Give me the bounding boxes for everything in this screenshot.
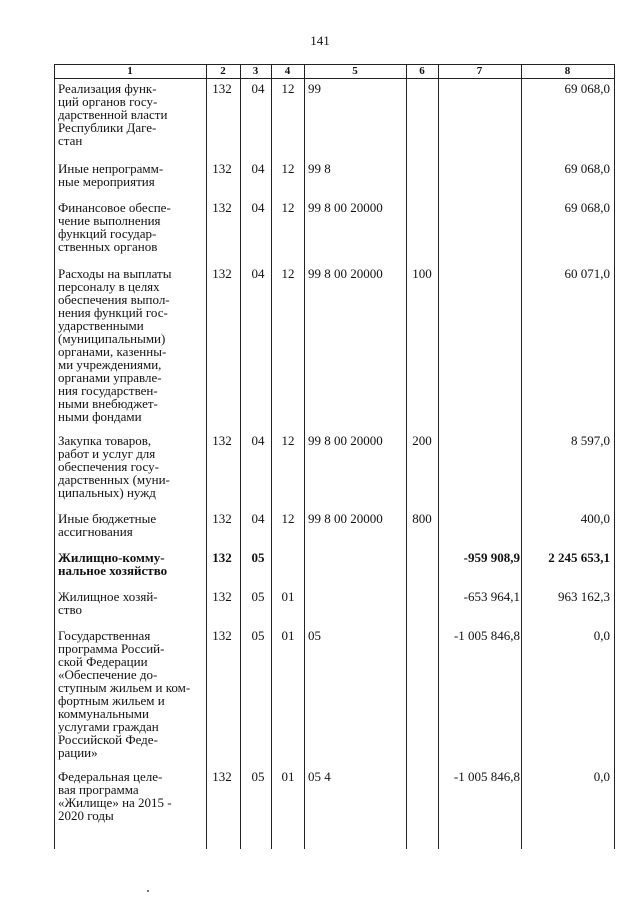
ministry-code: 132: [212, 628, 232, 643]
column-border: [54, 64, 55, 849]
column-border: [206, 64, 207, 849]
ministry-code: 132: [212, 433, 232, 448]
subsection-code: 12: [281, 511, 295, 526]
column-header: 6: [419, 65, 425, 77]
section-code: 04: [251, 81, 265, 96]
row-name: Иные бюджетные ассигнования: [58, 511, 157, 539]
row-name: Реализация функ- ций органов госу- дарственной власти Республики Даге- стан: [58, 81, 168, 148]
expense-type-code: 200: [412, 433, 432, 448]
column-header: 7: [476, 65, 483, 77]
total-amount: 60 071,0: [564, 266, 610, 281]
total-amount: 0,0: [593, 769, 610, 784]
row-name: Федеральная целе- вая программа «Жилище» на 2015 - 2020 годы: [58, 769, 172, 823]
change-amount: -1 005 846,8: [453, 769, 520, 784]
target-article-code: 99: [308, 81, 321, 96]
subsection-code: 12: [281, 200, 295, 215]
row-name: Жилищное хозяй- ство: [58, 589, 158, 617]
row-name: Государственная программа Россий- ской Федерации «Обеспечение до- ступным жильем и ком- фортным жильем и коммунальными услугами граждан Российской Феде- рации»: [58, 628, 191, 760]
section-code: 05: [251, 769, 265, 784]
ministry-code: 132: [212, 769, 232, 784]
column-header: 4: [284, 65, 291, 77]
column-header: 8: [564, 65, 571, 77]
expense-type-code: 800: [412, 511, 432, 526]
total-amount: 69 068,0: [564, 200, 610, 215]
row-name: Расходы на выплаты персоналу в целях обеспечения выпол- нения функций гос- ударственными (муниципальными) органами, казенны- ми учреждениями, органами управле- ния государствен- ными внебюджет- ными фондами: [58, 266, 172, 424]
ministry-code: 132: [212, 589, 232, 604]
scan-artifact: [147, 890, 149, 892]
ministry-code: 132: [212, 550, 232, 565]
row-name: Жилищно-комму- нальное хозяйство: [58, 550, 168, 578]
section-code: 04: [251, 266, 265, 281]
target-article-code: 99 8 00 20000: [308, 511, 383, 526]
column-border: [614, 64, 615, 849]
ministry-code: 132: [212, 161, 232, 176]
subsection-code: 01: [281, 769, 295, 784]
column-border: [271, 64, 272, 849]
subsection-code: 12: [281, 433, 295, 448]
total-amount: 2 245 653,1: [548, 550, 610, 565]
section-code: 04: [251, 511, 265, 526]
target-article-code: 99 8: [308, 161, 331, 176]
section-code: 04: [251, 433, 265, 448]
target-article-code: 99 8 00 20000: [308, 266, 383, 281]
column-border: [521, 64, 522, 849]
header-bottom-border: [54, 78, 615, 79]
total-amount: 400,0: [580, 511, 610, 526]
total-amount: 963 162,3: [558, 589, 610, 604]
column-header: 5: [352, 65, 358, 77]
section-code: 04: [251, 200, 265, 215]
ministry-code: 132: [212, 266, 232, 281]
subsection-code: 12: [281, 81, 295, 96]
total-amount: 8 597,0: [571, 433, 610, 448]
section-code: 05: [251, 628, 265, 643]
ministry-code: 132: [212, 511, 232, 526]
change-amount: -1 005 846,8: [453, 628, 520, 643]
page-number: 141: [310, 33, 330, 48]
column-header: 2: [220, 65, 226, 77]
subsection-code: 01: [281, 589, 295, 604]
target-article-code: 99 8 00 20000: [308, 433, 383, 448]
ministry-code: 132: [212, 200, 232, 215]
subsection-code: 01: [281, 628, 295, 643]
ministry-code: 132: [212, 81, 232, 96]
subsection-code: 12: [281, 161, 295, 176]
target-article-code: 99 8 00 20000: [308, 200, 383, 215]
target-article-code: 05: [308, 628, 321, 643]
section-code: 05: [251, 550, 265, 565]
column-border: [406, 64, 407, 849]
total-amount: 69 068,0: [564, 81, 610, 96]
total-amount: 0,0: [593, 628, 610, 643]
row-name: Иные непрограмм- ные мероприятия: [58, 161, 164, 189]
row-name: Закупка товаров, работ и услуг для обеспечения госу- дарственных (муни- ципальных) нужд: [58, 433, 170, 500]
subsection-code: 12: [281, 266, 295, 281]
column-border: [304, 64, 305, 849]
column-header: 3: [252, 65, 259, 77]
column-header: 1: [127, 65, 133, 77]
column-border: [240, 64, 241, 849]
row-name: Финансовое обеспе- чение выполнения функций государ- ственных органов: [58, 200, 171, 254]
total-amount: 69 068,0: [564, 161, 610, 176]
section-code: 05: [251, 589, 265, 604]
change-amount: -959 908,9: [463, 550, 520, 565]
column-border: [438, 64, 439, 849]
change-amount: -653 964,1: [463, 589, 520, 604]
budget-table: [54, 64, 615, 849]
expense-type-code: 100: [412, 266, 432, 281]
section-code: 04: [251, 161, 265, 176]
target-article-code: 05 4: [308, 769, 331, 784]
